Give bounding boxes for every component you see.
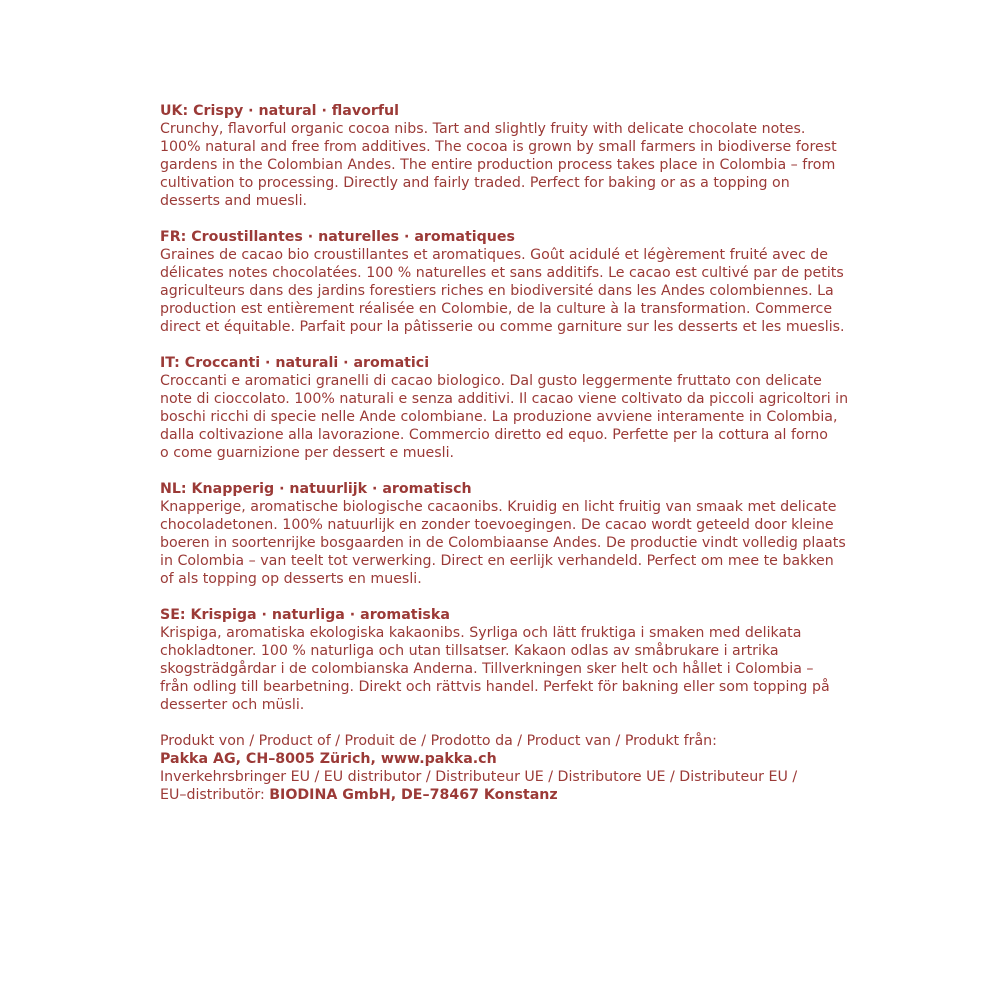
text-line: Krispiga, aromatiska ekologiska kakaonibs. Syrliga och lätt fruktiga i smaken med delikata bbox=[160, 625, 802, 641]
text-line: production est entièrement réalisée en Colombie, de la culture à la transformation. Commerce bbox=[160, 301, 833, 317]
text-line: note di cioccolato. 100% naturali e senza additivi. Il cacao viene coltivato da piccoli agricoltori in bbox=[160, 391, 849, 407]
text-line: Graines de cacao bio croustillantes et aromatiques. Goût acidulé et légèrement fruité avec de bbox=[160, 247, 828, 263]
text-line: gardens in the Colombian Andes. The entire production process takes place in Colombia – from bbox=[160, 157, 836, 173]
footer-producer-info bbox=[160, 732, 860, 804]
produced-by-label: Produkt von / Product of / Produit de / Prodotto da / Product van / Produkt från: bbox=[160, 733, 717, 749]
text-line: in Colombia – van teelt tot verwerking. Direct en eerlijk verhandeld. Perfect om mee te bakken bbox=[160, 553, 834, 569]
product-label-text bbox=[160, 102, 860, 822]
text-line: boschi ricchi di specie nelle Ande colombiane. La produzione avviene interamente in Colombia, bbox=[160, 409, 838, 425]
section-heading: SE: Krispiga · naturliga · aromatiska bbox=[160, 607, 450, 623]
text-line: från odling till bearbetning. Direkt och rättvis handel. Perfekt för bakning eller som topping på bbox=[160, 679, 830, 695]
distributor-line bbox=[160, 786, 860, 804]
text-line: skogsträdgårdar i de colombianska Anderna. Tillverkningen sker helt och hållet i Colombia – bbox=[160, 661, 814, 677]
distributor-label: Inverkehrsbringer EU / EU distributor / Distributeur UE / Distributore UE / Distributeur EU / bbox=[160, 769, 798, 785]
text-line: Croccanti e aromatici granelli di cacao biologico. Dal gusto leggermente fruttato con delicate bbox=[160, 373, 822, 389]
text-line: dalla coltivazione alla lavorazione. Commercio diretto ed equo. Perfette per la cottura al forno bbox=[160, 427, 828, 443]
section-heading: IT: Croccanti · naturali · aromatici bbox=[160, 355, 430, 371]
section-heading: FR: Croustillantes · naturelles · aromatiques bbox=[160, 229, 515, 245]
text-line: boeren in soortenrijke bosgaarden in de Colombiaanse Andes. De productie vindt volledig plaats bbox=[160, 535, 846, 551]
section-fr bbox=[160, 228, 860, 336]
section-uk bbox=[160, 102, 860, 210]
text-line: 100% natural and free from additives. The cocoa is grown by small farmers in biodiverse forest bbox=[160, 139, 837, 155]
text-line: desserts and muesli. bbox=[160, 193, 308, 209]
text-line: chocoladetonen. 100% natuurlijk en zonder toevoegingen. De cacao wordt geteeld door kleine bbox=[160, 517, 834, 533]
text-line: direct et équitable. Parfait pour la pâtisserie ou comme garniture sur les desserts et les mueslis. bbox=[160, 319, 845, 335]
text-line: o come guarnizione per dessert e muesli. bbox=[160, 445, 455, 461]
text-line: chokladtoner. 100 % naturliga och utan tillsatser. Kakaon odlas av småbrukare i artrika bbox=[160, 643, 779, 659]
distributor-address: BIODINA GmbH, DE–78467 Konstanz bbox=[269, 787, 558, 803]
text-line: agriculteurs dans des jardins forestiers riches en biodiversité dans les Andes colombiennes. La bbox=[160, 283, 834, 299]
producer-address: Pakka AG, CH–8005 Zürich, www.pakka.ch bbox=[160, 751, 497, 767]
distributor-label-end: EU–distributör: bbox=[160, 787, 270, 803]
text-line: Crunchy, flavorful organic cocoa nibs. Tart and slightly fruity with delicate chocolate notes. bbox=[160, 121, 806, 137]
text-line: of als topping op desserts en muesli. bbox=[160, 571, 422, 587]
text-line: desserter och müsli. bbox=[160, 697, 305, 713]
section-se bbox=[160, 606, 860, 714]
text-line: cultivation to processing. Directly and fairly traded. Perfect for baking or as a topping on bbox=[160, 175, 790, 191]
text-line: Knapperige, aromatische biologische cacaonibs. Kruidig en licht fruitig van smaak met delicate bbox=[160, 499, 837, 515]
section-it bbox=[160, 354, 860, 462]
section-heading: UK: Crispy · natural · flavorful bbox=[160, 103, 399, 119]
section-heading: NL: Knapperig · natuurlijk · aromatisch bbox=[160, 481, 472, 497]
section-nl bbox=[160, 480, 860, 588]
text-line: délicates notes chocolatées. 100 % naturelles et sans additifs. Le cacao est cultivé par de petits bbox=[160, 265, 844, 281]
